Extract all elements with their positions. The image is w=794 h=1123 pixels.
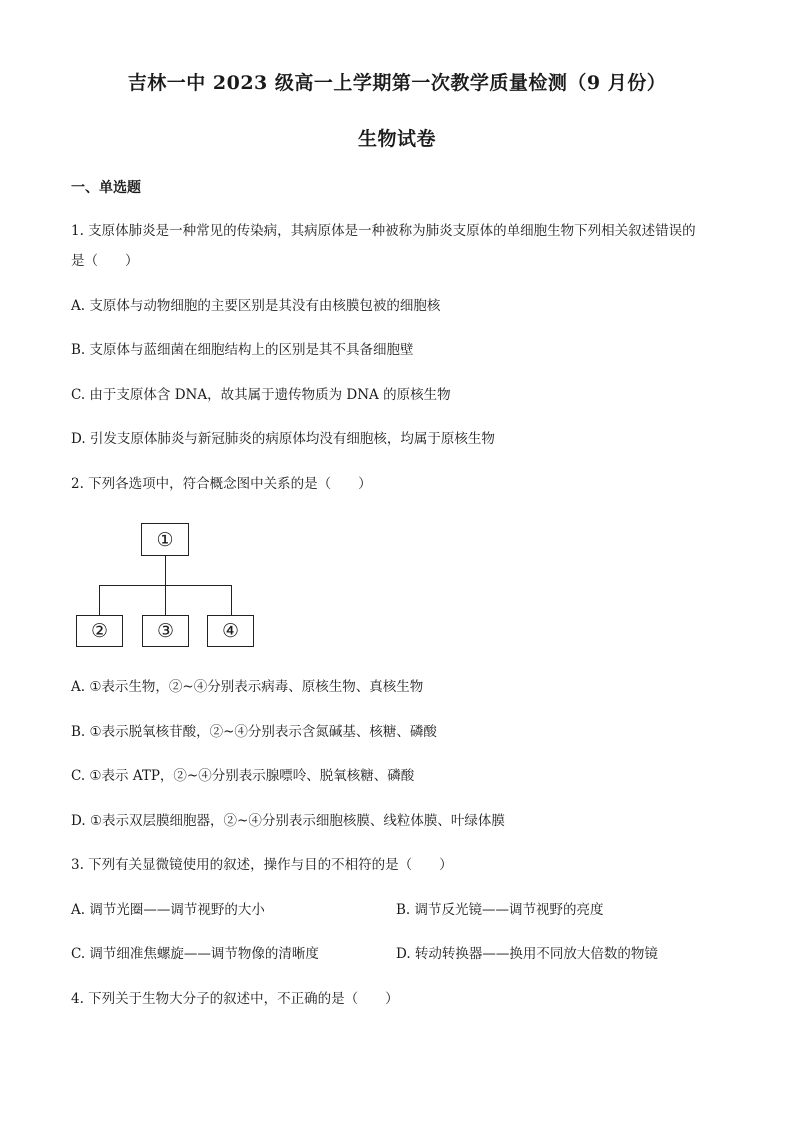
question-1-option-c: C. 由于支原体含 DNA，故其属于遗传物质为 DNA 的原核生物 — [71, 387, 451, 403]
diagram-connector-middle — [165, 585, 166, 615]
question-2-option-d: D. ①表示双层膜细胞器，②~④分别表示细胞核膜、线粒体膜、叶绿体膜 — [71, 813, 505, 829]
question-3-option-c: C. 调节细准焦螺旋——调节物像的清晰度 — [71, 946, 319, 962]
diagram-connector-trunk — [165, 556, 166, 585]
diagram-box-child-2: ③ — [142, 615, 189, 647]
exam-title: 吉林一中 2023 级高一上学期第一次教学质量检测（9 月份） — [127, 72, 667, 94]
diagram-box-top: ① — [141, 523, 189, 556]
diagram-connector-right — [231, 585, 232, 615]
diagram-connector-left — [99, 585, 100, 615]
question-2-option-a: A. ①表示生物，②~④分别表示病毒、原核生物、真核生物 — [71, 679, 424, 695]
question-2-option-c: C. ①表示 ATP，②~④分别表示腺嘌呤、脱氧核糖、磷酸 — [71, 768, 415, 784]
question-1-stem-line1: 1. 支原体肺炎是一种常见的传染病，其病原体是一种被称为肺炎支原体的单细胞生物下列相关叙述错误的 — [71, 223, 696, 239]
question-3-option-d: D. 转动转换器——换用不同放大倍数的物镜 — [396, 946, 658, 962]
question-2-option-b: B. ①表示脱氧核苷酸，②~④分别表示含氮碱基、核糖、磷酸 — [71, 724, 437, 740]
question-3-stem: 3. 下列有关显微镜使用的叙述，操作与目的不相符的是（ ） — [71, 857, 453, 873]
question-1-option-d: D. 引发支原体肺炎与新冠肺炎的病原体均没有细胞核，均属于原核生物 — [71, 431, 495, 447]
question-3-option-a: A. 调节光圈——调节视野的大小 — [71, 902, 265, 918]
diagram-box-child-3: ④ — [207, 615, 254, 647]
question-1-stem-line2: 是（ ） — [71, 253, 139, 269]
question-3-option-b: B. 调节反光镜——调节视野的亮度 — [396, 902, 604, 918]
exam-subtitle: 生物试卷 — [357, 128, 436, 150]
section-heading: 一、单选题 — [71, 180, 141, 196]
diagram-box-child-1: ② — [76, 615, 123, 647]
question-1-option-b: B. 支原体与蓝细菌在细胞结构上的区别是其不具备细胞壁 — [71, 342, 414, 358]
question-2-stem: 2. 下列各选项中，符合概念图中关系的是（ ） — [71, 476, 372, 492]
question-1-option-a: A. 支原体与动物细胞的主要区别是其没有由核膜包被的细胞核 — [71, 298, 441, 314]
question-4-stem: 4. 下列关于生物大分子的叙述中，不正确的是（ ） — [71, 991, 399, 1007]
